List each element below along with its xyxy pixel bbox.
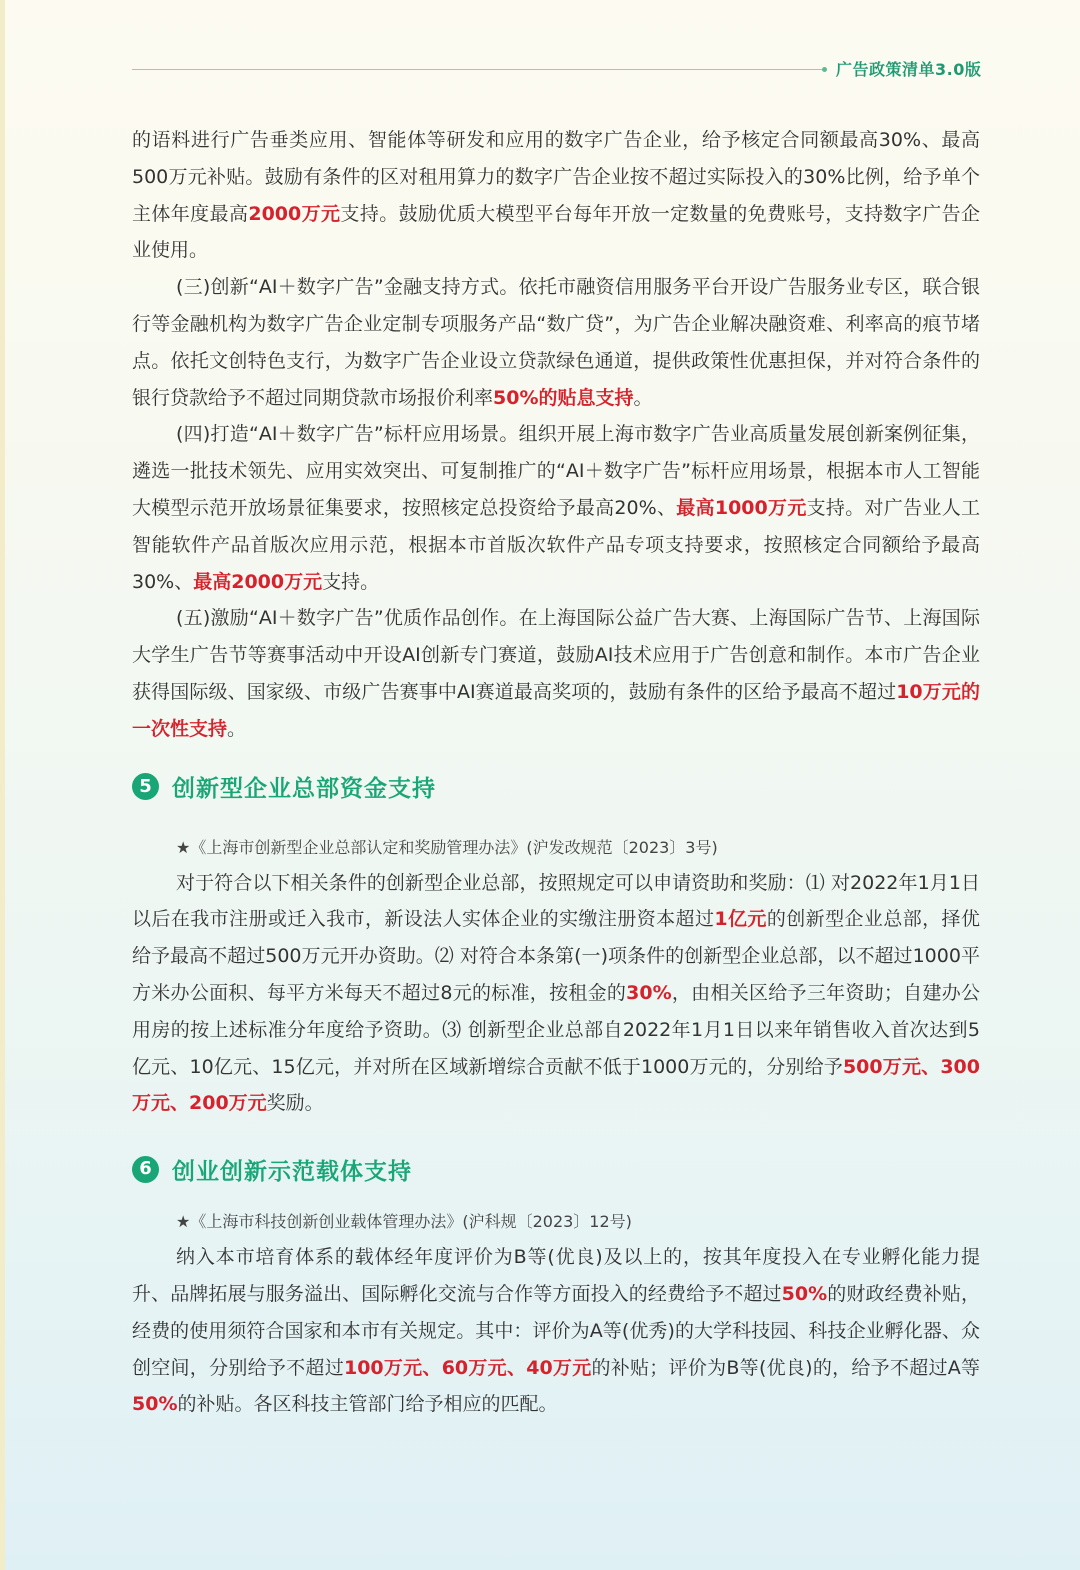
text-run: 对于符合以下相关条件的创新型企业总部，按照规定可以申请资助和奖励：⑴ 对2022年1月1日以后在我市注册或迁入我市，新设法人实体企业的实缴注册资本超过 — [132, 871, 980, 931]
text-run: (五)激励“AI＋数字广告”优质作品创作。在上海国际公益广告大赛、上海国际广告节、上海国际大学生广告节等赛事活动中开设AI创新专门赛道，鼓励AI技术应用于广告创意和制作。本市广告企业获得国际级、国家级、市级广告赛事中AI赛道最高奖项的，鼓励有条件的区给予最高不超过 — [132, 607, 980, 703]
section-6-number-badge: 6 — [132, 1156, 159, 1183]
header-rule — [132, 69, 824, 70]
text-run: 的补贴；评价为B等(优良)的，给予不超过A等 — [591, 1356, 980, 1379]
section-6-body — [132, 1239, 980, 1423]
paragraph-item-5 — [132, 600, 980, 747]
highlighted-amount: 100万元、60万元、40万元 — [343, 1356, 592, 1379]
text-run: 的语料进行广告垂类应用、智能体等研发和应用的数字广告企业，给予核定合同额最高30%、最高500万元补贴。鼓励有条件的区对租用算力的数字广告企业按不超过实际投入的30%比例，给予单个主体年度最高 — [132, 129, 980, 225]
header-rule-dot — [822, 67, 827, 72]
text-run: ，由相关区给予三年资助；自建办公用房的按上述标准分年度给予资助。⑶ 创新型企业总部自2022年1月1日以来年销售收入首次达到5亿元、10亿元、15亿元，并对所在区域新增综合贡献不低于1000万元的，分别给予 — [132, 981, 980, 1078]
section-6-heading — [132, 1149, 980, 1189]
text-run: 的财政经费补贴，经费的使用须符合国家和本市有关规定。其中：评价为A等(优秀)的大学科技园、科技企业孵化器、众创空间，分别给予不超过 — [132, 1282, 980, 1379]
text-run: 的补贴。各区科技主管部门给予相应的匹配。 — [177, 1393, 558, 1416]
running-header-title: 广告政策清单3.0版 — [836, 60, 982, 79]
section-5-body — [132, 865, 980, 1123]
page-left-edge — [0, 0, 5, 1570]
text-run: 支持。 — [322, 570, 380, 593]
text-run: 。 — [633, 386, 653, 409]
text-run: (三)创新“AI＋数字广告”金融支持方式。依托市融资信用服务平台开设广告服务业专区，联合银行等金融机构为数字广告企业定制专项服务产品“数广贷”，为广告企业解决融资难、利率高的痕节堵点。依托文创特色支行，为数字广告企业设立贷款绿色通道，提供政策性优惠担保，并对符合条件的银行贷款给予不超过同期贷款市场报价利率 — [132, 276, 980, 409]
text-run: 的创新型企业总部，择优给予最高不超过500万元开办资助。⑵ 对符合本条第(一)项条件的创新型企业总部，以不超过1000平方米办公面积、每平方米每天不超过8元的标准，按租金的 — [132, 908, 980, 1004]
highlighted-amount: 最高1000万元 — [676, 496, 807, 519]
section-6-source: ★《上海市科技创新创业载体管理办法》(沪科规〔2023〕12号) — [176, 1212, 632, 1232]
section-5-number-badge: 5 — [132, 773, 159, 800]
highlighted-amount: 1亿元 — [714, 908, 767, 931]
highlighted-amount: 500万元、300万元、200万元 — [132, 1055, 980, 1115]
text-run: 。 — [227, 717, 247, 740]
text-run: 支持。对广告业人工智能软件产品首版次应用示范，根据本市首版次软件产品专项支持要求，按照核定合同额给予最高30%、 — [132, 496, 980, 593]
section-5-title: 创新型企业总部资金支持 — [172, 776, 436, 803]
section-5-heading — [132, 767, 980, 807]
text-run: 奖励。 — [266, 1092, 324, 1115]
highlighted-amount: 50% — [781, 1282, 828, 1305]
paragraph-item-4 — [132, 416, 980, 600]
highlighted-amount: 30% — [626, 981, 672, 1004]
paragraph-continued — [132, 122, 980, 269]
highlighted-amount: 10万元的一次性支持 — [132, 680, 980, 740]
text-run: (四)打造“AI＋数字广告”标杆应用场景。组织开展上海市数字广告业高质量发展创新案例征集，遴选一批技术领先、应用实效突出、可复制推广的“AI＋数字广告”标杆应用场景，根据本市人工智能大模型示范开放场景征集要求，按照核定总投资给予最高20%、 — [132, 423, 980, 519]
text-run: 支持。鼓励优质大模型平台每年开放一定数量的免费账号，支持数字广告企业使用。 — [132, 202, 980, 262]
highlighted-amount: 最高2000万元 — [193, 570, 323, 593]
highlighted-amount: 50%的贴息支持 — [493, 386, 634, 409]
text-run: 纳入本市培育体系的载体经年度评价为B等(优良)及以上的，按其年度投入在专业孵化能力提升、品牌拓展与服务溢出、国际孵化交流与合作等方面投入的经费给予不超过 — [132, 1246, 980, 1305]
page-content — [132, 122, 980, 1423]
highlighted-amount: 2000万元 — [248, 202, 341, 225]
section-6-title: 创业创新示范载体支持 — [172, 1158, 412, 1185]
paragraph-item-3 — [132, 269, 980, 416]
highlighted-amount: 50% — [132, 1393, 178, 1416]
section-5-source: ★《上海市创新型企业总部认定和奖励管理办法》(沪发改规范〔2023〕3号) — [176, 837, 718, 857]
